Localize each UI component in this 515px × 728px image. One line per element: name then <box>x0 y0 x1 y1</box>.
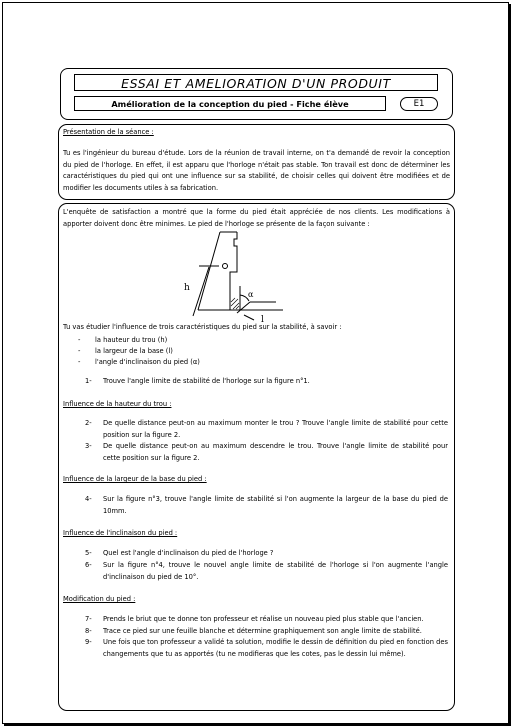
section-heading-width: Influence de la largeur de la base du pied : <box>63 475 207 483</box>
presentation-text: Tu es l'ingénieur du bureau d'étude. Lors de la réunion de travail interne, on t'a demandé de revoir la conception du pied de l'horloge. En effet, il est apparu que l'horloge n'était pas stable. Ton travail est donc de déterminer les caractéristiques du pied qui ont une influence sur sa stabilité, de choisir celles qui doivent être modifiées et de modifier les documents utiles à sa fabrication. <box>63 149 450 192</box>
presentation-section <box>58 124 455 200</box>
bullet-text: l'angle d'inclinaison du pied (α) <box>95 358 200 366</box>
label-alpha: α <box>248 290 254 299</box>
list-item: - la largeur de la base (l) <box>59 346 454 358</box>
sheet-code-badge: E1 <box>400 97 438 111</box>
document-subtitle: Amélioration de la conception du pied - Fiche élève <box>74 96 386 111</box>
bullet-text: la largeur de la base (l) <box>95 347 173 355</box>
clock-foot-figure <box>179 226 289 322</box>
bullet-text: la hauteur du trou (h) <box>95 336 168 344</box>
section-heading-angle: Influence de l'inclinaison du pied : <box>63 529 178 537</box>
document-title: ESSAI ET AMELIORATION D'UN PRODUIT <box>74 74 438 91</box>
intro-text: L'enquête de satisfaction a montré que la forme du pied était appréciée de nos clients. Les modifications à apporter doivent donc être minimes. Le pied de l'horloge se présente de la façon suivante : <box>63 208 450 228</box>
section-heading-height: Influence de la hauteur du trou : <box>63 400 172 408</box>
label-h: h <box>184 283 190 293</box>
list-item: - l'angle d'inclinaison du pied (α) <box>59 357 454 369</box>
presentation-heading: Présentation de la séance : <box>63 128 154 136</box>
list-item: - la hauteur du trou (h) <box>59 335 454 347</box>
section-heading-modification: Modification du pied : <box>63 595 136 603</box>
label-l: l <box>261 315 264 322</box>
main-section: L'enquête de satisfaction a montré que la forme du pied était appréciée de nos clients. Les modifications à apporter doivent donc être minimes. Le pied de l'horloge se présente de la façon suivante : h α l Tu vas étudier l'influence de trois caractéristiques du pied sur la stabilité, à savoir : - la hauteur du trou (h) - la largeur de la base (l) - l'angle d'inclinaison du pied (α) 1- Trouve l'angle limite de stabilité de l'horloge sur la figure n°1. Influence de la hauteur du trou : 2- De quelle distance peut-on au maximum monter le trou ? Trouve l'angle limite de stabilité pour cette position sur la figure 2. 3- De quelle distance peut-on au maximum descendre le trou. Trouve l'angle limite de stabilité pour cette position sur la figure 2. Influence de la largeur de la base du pied : 4- Sur la figure n°3, trouve l'angle limite de stabilité si l'on augmente la largeur de la base du pied de 10mm. Influence de l'inclinaison du pied : 5- Quel est l'angle d'inclinaison du pied de l'horloge ? 6- Sur la figure n°4, trouve le nouvel angle limite de stabilité de l'horloge si l'on augmente l'angle d'inclinaison du pied de 10°. Modification du pied : 7- Prends le briut que te donne ton professeur et réalise un nouveau pied plus stable que l'ancien. 8- Trace ce pied sur une feuille blanche et détermine graphiquement son angle limite de stabilité. 9- Une fois que ton professeur a validé ta solution, modifie le dessin de définition du pied en fonction des changements que tu as apportés (tu ne modifieras que les cotes, pas le dessin lui même). <box>58 203 455 711</box>
study-intro: Tu vas étudier l'influence de trois caractéristiques du pied sur la stabilité, à savoir : <box>63 323 342 331</box>
header-box <box>60 68 453 120</box>
